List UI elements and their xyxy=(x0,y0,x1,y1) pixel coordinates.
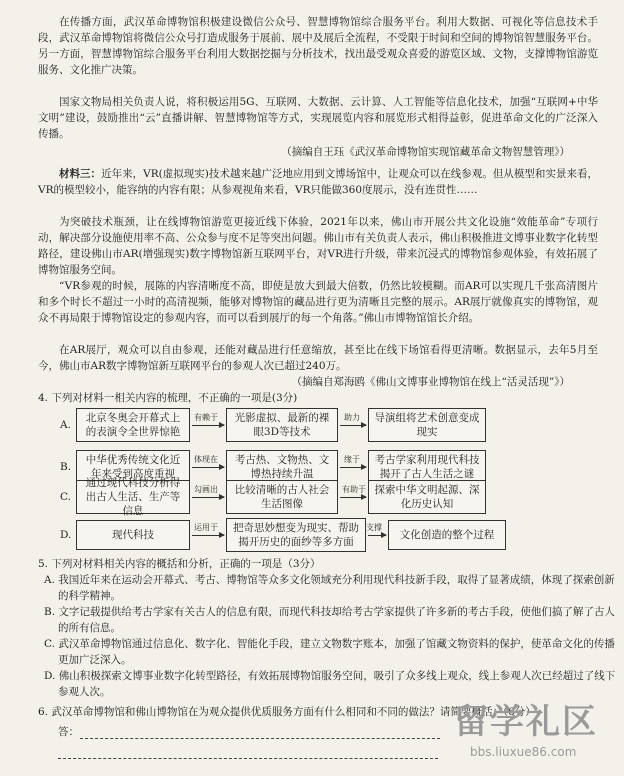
flow-arrow xyxy=(192,535,224,536)
flow-arrow xyxy=(340,467,366,468)
question-4-stem: 4. 下列对材料一相关内容的梳理，不正确的一项是(3分) xyxy=(38,392,298,404)
material2-paragraph-2: 国家文物局相关负责人说，将积极运用5G、互联网、大数据、云计算、人工智能等信息化技术，加强“互联网+中华文明”建设，鼓励推出“云”直播讲解、智慧博物馆等方式，实现展览内容和展览形式相得益彰，促进革命文化的广泛深入传播。 xyxy=(38,96,598,140)
material3-paragraph-4: 在AR展厅，观众可以自由参观，还能对藏品进行任意缩放，甚至比在线下场馆看得更清晰。数据显示，去年5月至今，佛山市AR数字博物馆新互联网平台的参观人次已超过240万。 xyxy=(38,344,598,372)
flow-arrow-label: 运用于 xyxy=(194,523,218,532)
flow-arrow-label: 勾画出 xyxy=(194,485,218,494)
material3-paragraph-1 xyxy=(38,166,598,198)
flow-arrow-label: 有助于 xyxy=(342,485,366,494)
flow-arrow-label: 助力 xyxy=(344,413,360,422)
flow-box-2: 把奇思妙想变为现实、帮助揭开历史的面纱等多方面 xyxy=(226,518,366,552)
material3-source: （摘编自郑海鸥《佛山文博事业博物馆在线上“活灵活现”》） xyxy=(291,376,570,388)
material2-source: （摘编自王珏《武汉革命博物馆实现馆藏革命文物智慧管理》） xyxy=(281,146,570,158)
flow-box-3: 文化创造的整个过程 xyxy=(388,520,506,550)
watermark-logo-text: 留学礼区 xyxy=(454,702,598,742)
answer-label: 答： xyxy=(58,726,79,738)
q5-option-a[interactable]: A. 我国近年来在运动会开幕式、考古、博物馆等众多文化领域充分利用现代科技新手段，取得了显著成绩，体现了探索创新的科学精神。 xyxy=(44,574,615,602)
q5-option-c[interactable]: C. 武汉革命博物馆通过信息化、数字化、智能化手段，建立文物数字账本，加强了馆藏文物资料的保护，使革命文化的传播更加广泛深入。 xyxy=(44,638,615,666)
flow-arrow-label: 缘于 xyxy=(344,455,360,464)
flow-box-1: 现代科技 xyxy=(76,520,190,550)
option-letter: B. xyxy=(60,461,72,473)
flow-arrow-label: 支撑 xyxy=(366,523,382,532)
option-letter: C. xyxy=(60,491,71,503)
flow-arrow-label: 体现在 xyxy=(194,455,218,464)
flow-arrow-label: 有赖于 xyxy=(194,413,218,422)
answer-line[interactable] xyxy=(58,758,438,759)
q5-option-b[interactable]: B. 文字记载提供给考古学家有关古人的信息有限，而现代科技却给考古学家提供了许多新的考古手段，使他们搞了解了古人的所有信息。 xyxy=(44,606,615,634)
flow-box-3: 探索中华文明起源、深化历史认知 xyxy=(368,480,486,514)
flow-arrow xyxy=(340,425,366,426)
option-letter: A. xyxy=(60,419,71,431)
flow-arrow xyxy=(192,467,224,468)
flow-box-1: 通过现代科技分析得出古人生活、生产等信息 xyxy=(76,480,190,514)
flow-box-2: 比较清晰的古人社会生活图像 xyxy=(226,480,338,514)
question-6-stem: 6. 武汉革命博物馆和佛山博物馆在为观众提供优质服务方面有什么相同和不同的做法？请简要概括。（6分） xyxy=(38,706,536,718)
material2-paragraph-1: 在传播方面，武汉革命博物馆积极建设微信公众号、智慧博物馆综合服务平台。利用大数据、可视化等信息技术手段，武汉革命博物馆将微信公众号打造成服务于展前、展中及展后全流程，不受限于时间和空间的博物馆智慧服务平台。另一方面，智慧博物馆综合服务平台利用大数据挖掘与分析技术，找出最受观众喜爱的游览区域、文物，支撑博物馆游览服务、文化推广决策。 xyxy=(38,16,598,76)
watermark-url: bbs.liuxue86.com xyxy=(470,745,577,759)
flow-box-1: 北京冬奥会开幕式上的表演令全世界惊艳 xyxy=(76,408,190,442)
flow-box-1: 中华优秀传统文化近年来受到高度重视 xyxy=(76,450,190,484)
material3-paragraph-3: “VR参观的时候，展陈的内容清晰度不高，即使是放大到最大倍数，仍然比较模糊。而AR可以实现几千张高清图片和多个时长不超过一小时的高清视频，能够对博物馆的藏品进行更为清晰且完整的展示。AR展厅就像真实的博物馆，观众不再局限于博物馆设定的参观内容，而可以看到展厅的每一个角落。”佛山市博物馆馆长介绍。 xyxy=(38,280,598,324)
question-5-stem: 5. 下列对材料相关内容的概括和分析，正确的一项是（3分） xyxy=(38,558,321,570)
site-watermark xyxy=(440,700,620,770)
flow-box-3: 考古学家利用现代科技揭开了古人生活之谜 xyxy=(368,450,486,484)
flow-arrow xyxy=(340,497,366,498)
flow-arrow xyxy=(192,497,224,498)
option-letter: D. xyxy=(60,529,72,541)
flow-box-2: 考古热、文物热、文博热持续升温 xyxy=(226,450,338,484)
flow-arrow xyxy=(192,425,224,426)
flow-box-3: 导演组将艺术创意变成现实 xyxy=(368,408,486,442)
material3-paragraph-2: 为突破技术瓶颈，让在线博物馆游览更接近线下体验，2021年以来，佛山市开展公共文化设施“效能革命”专项行动，解决部分设施使用率不高、公众参与度不足等突出问题。佛山市有关负责人表示，佛山积极推进文博事业数字化转型路径，建设佛山市AR(增强现实)数字博物馆新互联网平台，对VR进行升级，带来沉浸式的博物馆参观体验，有效拓展了博物馆服务空间。 xyxy=(38,216,598,276)
answer-line[interactable] xyxy=(80,738,440,739)
q5-option-d[interactable]: D. 佛山积极探索文博事业数字化转型路径，有效拓展博物馆服务空间，吸引了众多线上观众，线上参观人次已经超过了线下参观人次。 xyxy=(44,670,616,698)
flow-arrow xyxy=(368,535,386,536)
flow-box-2: 光影虚拟、最新的裸眼3D等技术 xyxy=(226,408,338,442)
material3-paragraph-1-text: 近年来，VR(虚拟现实)技术越来越广泛地应用到文博场馆中，让观众可以在线参观。但从模型和实景来看，VR的模型较小，能容纳的内容有限；从参观视角来看，VR只能做360度展示，没有连贯性…… xyxy=(38,168,599,196)
material3-label: 材料三： xyxy=(59,168,102,180)
